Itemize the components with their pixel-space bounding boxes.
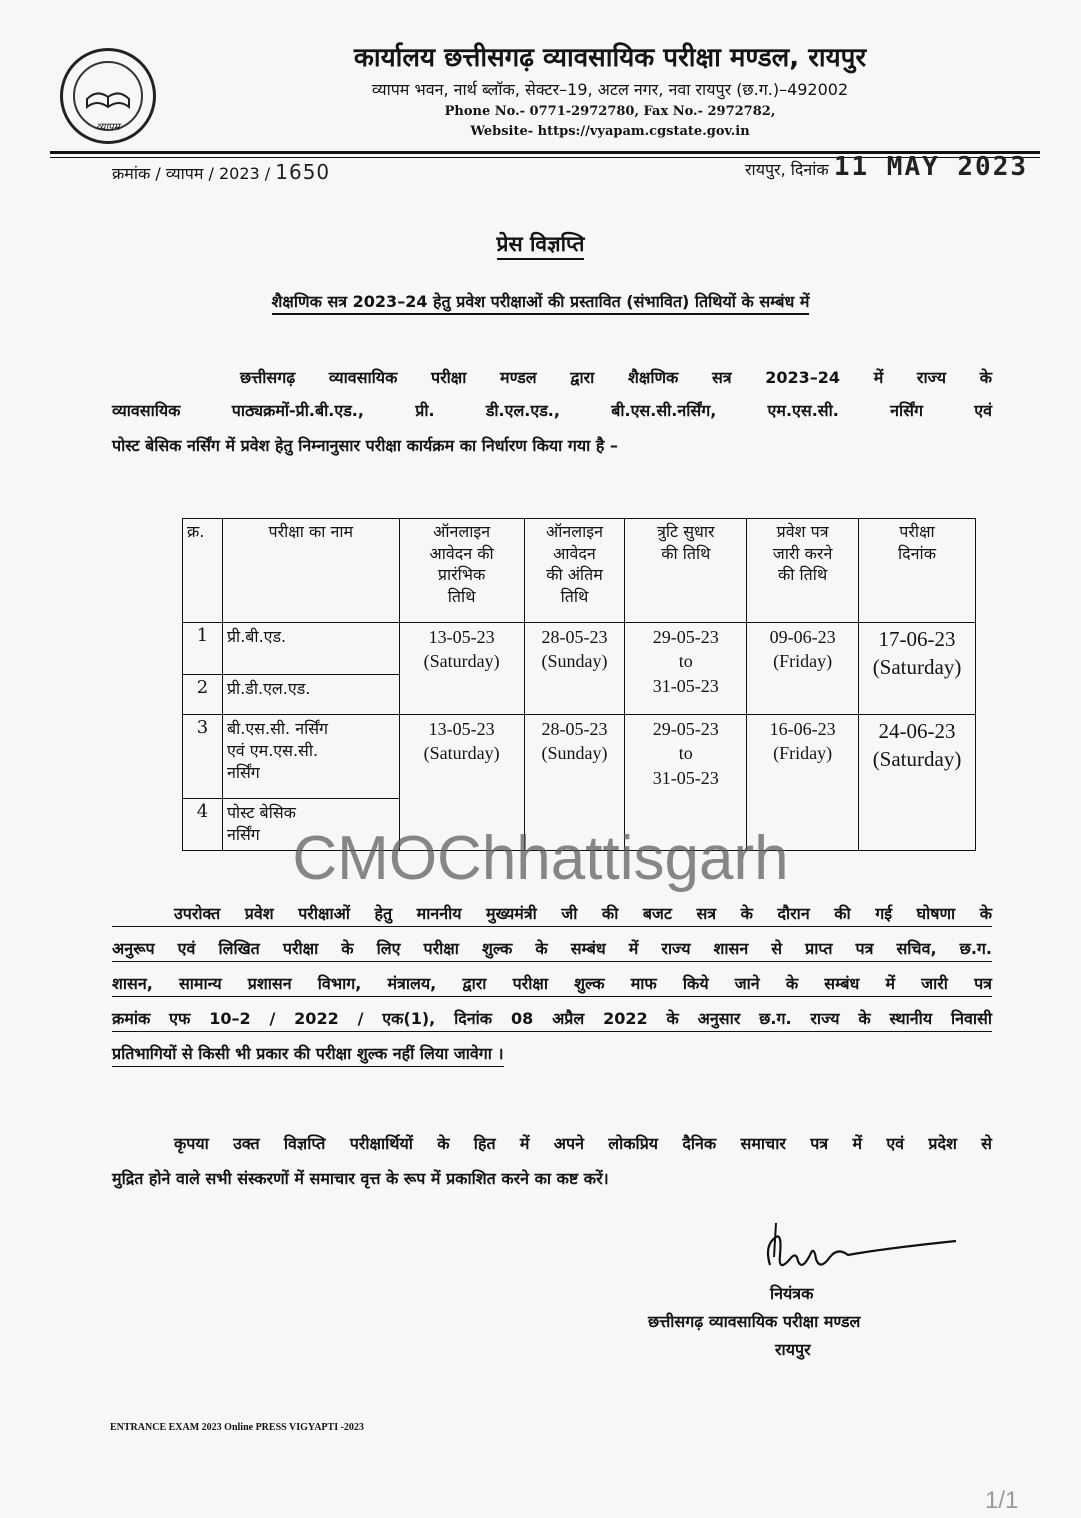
- row-exam-name: प्री.डी.एल.एड.: [222, 675, 399, 715]
- exam-date-cell: 17-06-23 (Saturday): [859, 623, 976, 715]
- place-date: [745, 152, 1028, 182]
- watermark: CMOChhattisgarh: [292, 824, 789, 893]
- intro-line: पोस्ट बेसिक नर्सिंग में प्रवेश हेतु निम्नानुसार परीक्षा कार्यक्रम का निर्धारण किया गया है –: [112, 435, 618, 455]
- header-exam-date: परीक्षा दिनांक: [859, 519, 976, 623]
- header-exam-name: परीक्षा का नाम: [222, 519, 399, 623]
- table-header-row: [183, 519, 976, 623]
- fee-waiver-notice: [112, 902, 992, 1077]
- notice-line: क्रमांक एफ 10–2 / 2022 / एक(1), दिनांक 08 अप्रैल 2022 के अनुसार छ.ग. राज्य के स्थानीय निवासी: [112, 1007, 992, 1032]
- row-sno: 2: [183, 675, 223, 715]
- subject-line: शैक्षणिक सत्र 2023–24 हेतु प्रवेश परीक्षाओं की प्रस्तावित (संभावित) तिथियों के सम्बंध में: [0, 290, 1081, 312]
- emblem-inner-ring: [73, 61, 143, 131]
- emblem-text: व्यापम: [96, 122, 120, 133]
- signatory-designation: नियंत्रक: [770, 1284, 814, 1303]
- publication-request: [112, 1134, 992, 1190]
- header-online-end: ऑनलाइन आवेदन की अंतिम तिथि: [524, 519, 625, 623]
- header-online-start: ऑनलाइन आवेदन की प्रारंभिक तिथि: [399, 519, 524, 623]
- emblem-logo: [60, 48, 156, 144]
- reference-handwritten-number: 1650: [275, 160, 331, 184]
- row-exam-name: बी.एस.सी. नर्सिंग एवं एम.एस.सी. नर्सिंग: [222, 715, 399, 799]
- request-line: कृपया उक्त विज्ञप्ति परीक्षार्थियों के हित में अपने लोकप्रिय दैनिक समाचार पत्र में एवं प्रदेश से: [174, 1134, 992, 1153]
- intro-paragraph: [112, 368, 992, 456]
- header-admit-card: प्रवेश पत्र जारी करने की तिथि: [747, 519, 859, 623]
- signatory-city: रायपुर: [775, 1340, 811, 1359]
- intro-line: व्यावसायिक पाठ्यक्रमों-प्री.बी.एड., प्री. डी.एल.एड., बी.एस.सी.नर्सिंग, एम.एस.सी. नर्सिंग एवं: [112, 400, 992, 420]
- admit-card-cell: 09-06-23 (Friday): [747, 623, 859, 715]
- row-exam-name: पोस्ट बेसिक नर्सिंग: [222, 799, 399, 851]
- signature-scribble: [760, 1215, 960, 1285]
- row-exam-name: प्री.बी.एड.: [222, 623, 399, 675]
- signatory-organization: छत्तीसगढ़ व्यावसायिक परीक्षा मण्डल: [648, 1312, 861, 1331]
- intro-line: छत्तीसगढ़ व्यावसायिक परीक्षा मण्डल द्वारा शैक्षणिक सत्र 2023–24 में राज्य के: [240, 368, 992, 387]
- header-correction: त्रुटि सुधार की तिथि: [625, 519, 747, 623]
- notice-line: प्रतिभागियों से किसी भी प्रकार की परीक्षा शुल्क नहीं लिया जावेगा ।: [112, 1042, 504, 1067]
- exam-date-cell: 24-06-23 (Saturday): [859, 715, 976, 851]
- row-sno: 1: [183, 623, 223, 675]
- page-indicator: 1/1: [985, 1487, 1019, 1514]
- row-sno: 4: [183, 799, 223, 851]
- notice-line: शासन, सामान्य प्रशासन विभाग, मंत्रालय, द्वारा परीक्षा शुल्क माफ किये जाने के सम्बंध में जारी पत्र: [112, 972, 992, 997]
- online-start-cell: 13-05-23 (Saturday): [399, 623, 524, 715]
- document-footer: ENTRANCE EXAM 2023 Online PRESS VIGYAPTI -2023: [110, 1422, 364, 1433]
- reference-prefix: क्रमांक / व्यापम / 2023 /: [112, 164, 276, 183]
- date-stamp: 11 MAY 2023: [833, 152, 1029, 182]
- correction-cell: 29-05-23 to 31-05-23: [625, 715, 747, 851]
- reference-number: [112, 160, 330, 184]
- office-phone: Phone No.- 0771-2972780, Fax No.- 2972782,: [444, 104, 776, 119]
- table-row: [183, 623, 976, 675]
- notice-line: उपरोक्त प्रवेश परीक्षाओं हेतु माननीय मुख्यमंत्री जी की बजट सत्र के दौरान की गई घोषणा के: [112, 902, 992, 927]
- press-release-title: प्रेस विज्ञप्ति: [0, 230, 1081, 258]
- office-title: कार्यालय छत्तीसगढ़ व्यावसायिक परीक्षा मण्डल, रायपुर: [353, 43, 867, 73]
- place-date-label: रायपुर, दिनांक: [745, 160, 829, 179]
- admit-card-cell: 16-06-23 (Friday): [747, 715, 859, 851]
- online-start-cell: 13-05-23 (Saturday): [399, 715, 524, 851]
- notice-line: अनुरूप एवं लिखित परीक्षा के लिए परीक्षा शुल्क के सम्बंध में राज्य शासन से प्राप्त पत्र सचिव, छ.ग.: [112, 937, 992, 962]
- online-end-cell: 28-05-23 (Sunday): [524, 623, 625, 715]
- row-sno: 3: [183, 715, 223, 799]
- request-line: मुद्रित होने वाले सभी संस्करणों में समाचार वृत्त के रूप में प्रकाशित करने का कष्ट करें।: [112, 1168, 609, 1188]
- office-address: व्यापम भवन, नार्थ ब्लॉक, सेक्टर–19, अटल नगर, नवा रायपुर (छ.ग.)–492002: [371, 80, 849, 99]
- header-sno: क्र.: [183, 519, 223, 623]
- correction-cell: 29-05-23 to 31-05-23: [625, 623, 747, 715]
- exam-schedule-table: [182, 518, 976, 851]
- table-row: [183, 715, 976, 799]
- office-website: Website- https://vyapam.cgstate.gov.in: [470, 124, 750, 139]
- online-end-cell: 28-05-23 (Sunday): [524, 715, 625, 851]
